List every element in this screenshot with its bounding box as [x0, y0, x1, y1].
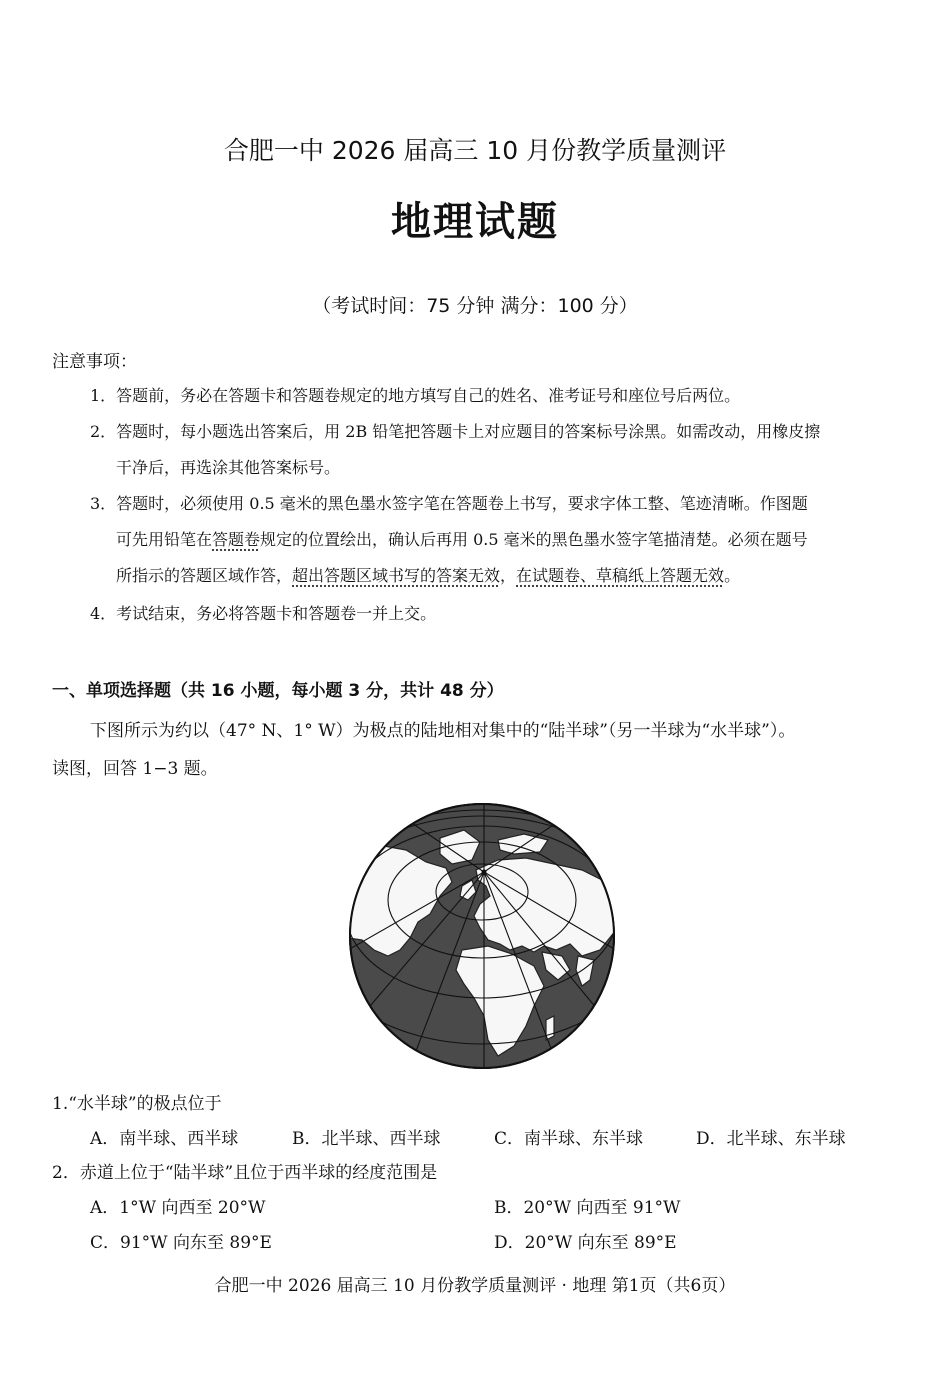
- notice-item-2-line-2: 干净后，再选涂其他答案标号。: [116, 458, 341, 477]
- notice-item-3-line-3: [116, 563, 740, 586]
- emphasis-invalid-paper: 在试题卷、草稿纸上答题无效: [516, 566, 725, 585]
- north-pole-point: [482, 870, 487, 875]
- emphasis-invalid-area: 超出答题区域书写的答案无效: [292, 566, 501, 585]
- notice-text: ，: [500, 566, 517, 585]
- q1-option-b: B．北半球、西半球: [292, 1129, 441, 1149]
- q2-option-c: C．91°W 向东至 89°E: [90, 1233, 272, 1253]
- notice-text: 所指示的答题区域作答，: [116, 566, 293, 585]
- q2-option-a: A．1°W 向西至 20°W: [90, 1198, 266, 1218]
- notice-heading: 注意事项：: [52, 352, 137, 372]
- notice-item-3-line-2: [116, 527, 808, 550]
- notice-item-2-line-1: 2．答题时，每小题选出答案后，用 2B 铅笔把答题卡上对应题目的答案标号涂黑。如需改动，用橡皮擦: [90, 422, 821, 441]
- notice-text: 可先用铅笔在: [116, 530, 213, 549]
- exam-title: 合肥一中 2026 届高三 10 月份教学质量测评: [223, 136, 727, 165]
- notice-text: 。: [724, 566, 741, 585]
- land-hemisphere-globe-figure: [348, 800, 616, 1070]
- q2-stem: 2．赤道上位于“陆半球”且位于西半球的经度范围是: [52, 1163, 438, 1183]
- q2-option-b: B．20°W 向西至 91°W: [494, 1198, 681, 1218]
- notice-item-3-line-1: 3．答题时，必须使用 0.5 毫米的黑色墨水签字笔在答题卷上书写，要求字体工整、笔迹清晰。作图题: [90, 494, 808, 513]
- q2-option-d: D．20°W 向东至 89°E: [494, 1233, 677, 1253]
- exam-info: （考试时间：75 分钟 满分：100 分）: [312, 295, 638, 317]
- intro-line-2: 读图，回答 1−3 题。: [52, 759, 218, 779]
- q1-stem: 1.“水半球”的极点位于: [52, 1094, 222, 1114]
- page-footer: 合肥一中 2026 届高三 10 月份教学质量测评 · 地理 第1页（共6页）: [214, 1276, 736, 1296]
- subject-title: 地理试题: [391, 198, 559, 245]
- q1-option-d: D．北半球、东半球: [696, 1129, 846, 1149]
- emphasis-answer-sheet: 答题卷: [212, 530, 261, 549]
- intro-line-1: 下图所示为约以（47° N、1° W）为极点的陆地相对集中的“陆半球”（另一半球为“水半球”）。: [90, 721, 796, 741]
- q1-option-c: C．南半球、东半球: [494, 1129, 644, 1149]
- q1-option-a: A．南半球、西半球: [90, 1129, 239, 1149]
- notice-text: 规定的位置绘出，确认后再用 0.5 毫米的黑色墨水签字笔描清楚。必须在题号: [260, 530, 808, 549]
- notice-item-4: 4．考试结束，务必将答题卡和答题卷一并上交。: [90, 604, 437, 623]
- notice-item-1: 1．答题前，务必在答题卡和答题卷规定的地方填写自己的姓名、准考证号和座位号后两位。: [90, 386, 741, 405]
- madagascar-land: [546, 1016, 554, 1040]
- section-heading: 一、单项选择题（共 16 小题，每小题 3 分，共计 48 分）: [52, 681, 504, 701]
